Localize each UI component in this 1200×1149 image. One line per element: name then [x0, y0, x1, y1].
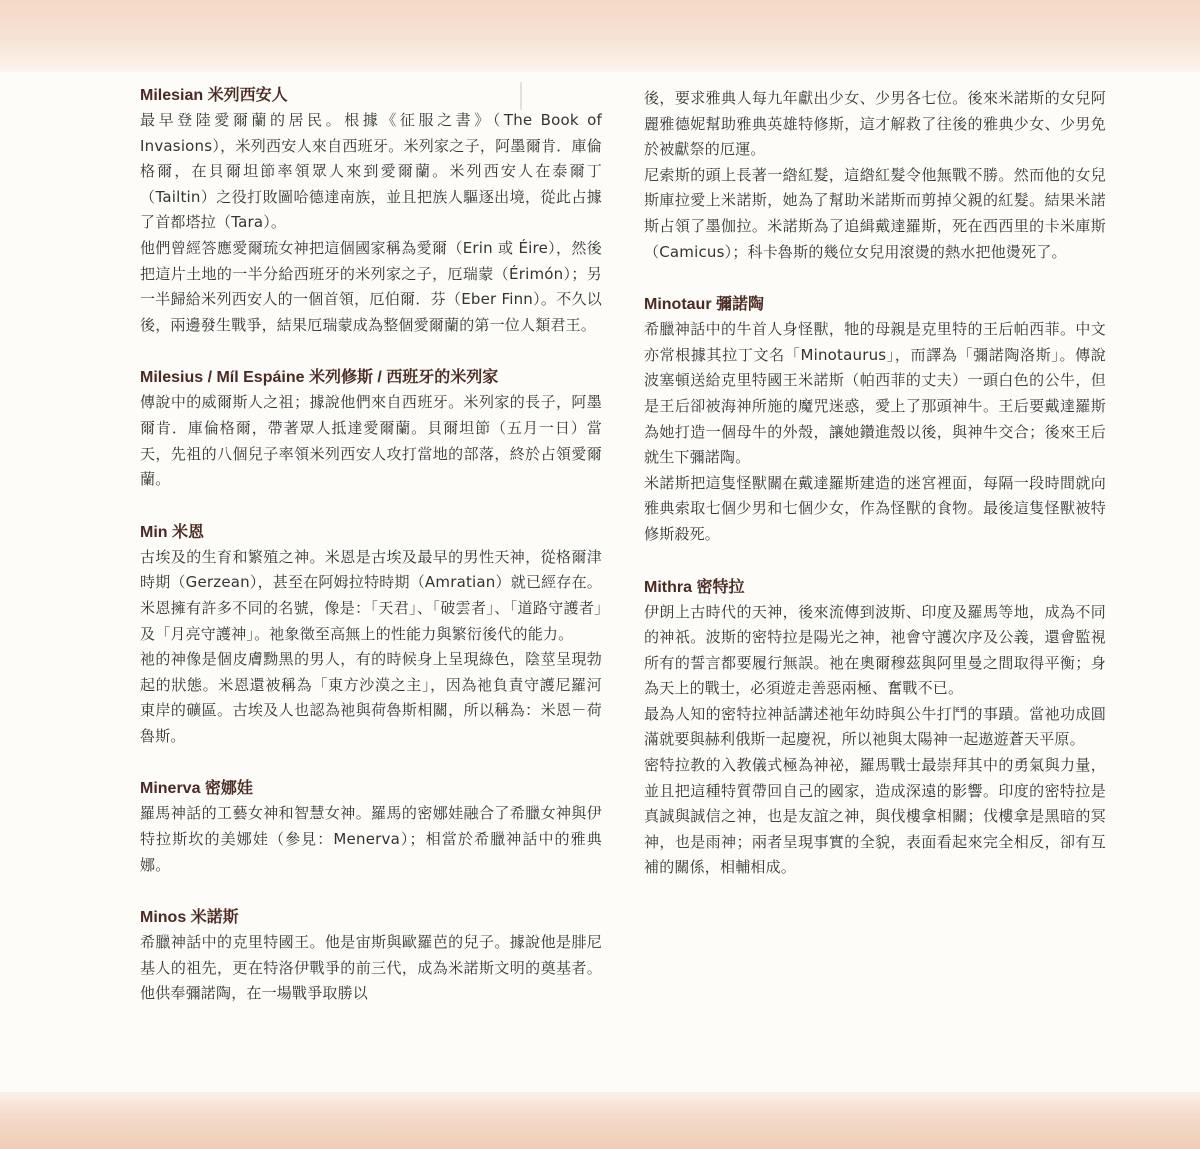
entry-paragraph: 祂的神像是個皮膚黝黑的男人，有的時候身上呈現綠色，陰莖呈現勃起的狀態。米恩還被稱為「東方沙漠之主」，因為祂負責守護尼羅河東岸的礦區。古埃及人也認為祂與荷魯斯相關，所以稱為：米恩－荷魯斯。 — [140, 650, 602, 745]
entry-minerva — [140, 779, 602, 878]
entry-paragraph: 密特拉教的入教儀式極為神祕，羅馬戰士最崇拜其中的勇氣與力量，並且把這種特質帶回自己的國家，造成深遠的影響。印度的密特拉是真誠與誠信之神，也是友誼之神，與伐樓拿相關；伐樓拿是黑暗的冥神，也是雨神；兩者呈現事實的全貌，表面看起來完全相反，卻有互補的關係，相輔相成。 — [644, 756, 1106, 877]
entry-min — [140, 523, 602, 750]
entry-heading: Milesius / Míl Espáine 米列修斯 / 西班牙的米列家 — [140, 369, 499, 387]
entry-paragraph: 伊朗上古時代的天神，後來流傳到波斯、印度及羅馬等地，成為不同的神祇。波斯的密特拉是陽光之神，祂會守護次序及公義，還會監視所有的誓言都要履行無誤。祂在奧爾穆茲與阿里曼之間取得平衡；身為天上的戰士，必須遊走善惡兩極、奮戰不已。 — [644, 602, 1106, 698]
entry-minos — [140, 908, 602, 1007]
entry-paragraph: 古埃及的生育和繁殖之神。米恩是古埃及最早的男性天神，從格爾津時期（Gerzean），甚至在阿姆拉特時期（Amratian）就已經存在。米恩擁有許多不同的名號，像是：「天君」、「破雲者」、「道路守護者」及「月亮守護神」。祂象徵至高無上的性能力與繁衍後代的能力。 — [140, 547, 602, 643]
entry-heading: Minerva 密娜娃 — [140, 780, 253, 798]
entry-paragraph: 希臘神話中的牛首人身怪獸，牠的母親是克里特的王后帕西菲。中文亦常根據其拉丁文名「Minotaurus」，而譯為「彌諾陶洛斯」。傳說波塞頓送給克里特國王米諾斯（帕西菲的丈夫）一頭白色的公牛，但是王后卻被海神所施的魔咒迷惑，愛上了那頭神牛。王后要戴達羅斯為她打造一個母牛的外殼，讓她鑽進殼以後，與神牛交合；後來王后就生下彌諾陶。 — [644, 320, 1106, 467]
entry-minos-continued — [644, 86, 1106, 265]
entry-paragraph: 希臘神話中的克里特國王。他是宙斯與歐羅芭的兒子。據說他是腓尼基人的祖先，更在特洛伊戰爭的前三代，成為米諾斯文明的奠基者。他供奉彌諾陶，在一場戰爭取勝以 — [140, 933, 602, 1003]
entry-mithra — [644, 578, 1106, 882]
entry-heading: Milesian 米列西安人 — [140, 87, 288, 104]
entry-paragraph: 最為人知的密特拉神話講述祂年幼時與公牛打鬥的事蹟。當祂功成圓滿就要與赫利俄斯一起慶祝，所以祂與太陽神一起遨遊蒼天平原。 — [644, 704, 1106, 749]
entry-paragraph: 傳說中的威爾斯人之祖；據說他們來自西班牙。米列家的長子，阿墨爾肯．庫倫格爾，帶著眾人抵達愛爾蘭。貝爾坦節（五月一日）當天，先祖的八個兒子率領米列西安人攻打當地的部落，終於占領愛爾蘭。 — [140, 393, 602, 489]
page-top-border — [0, 0, 1200, 72]
left-column — [140, 86, 602, 1037]
entry-milesian — [140, 86, 602, 338]
entry-heading: Minotaur 彌諾陶 — [644, 296, 764, 314]
entry-heading: Minos 米諾斯 — [140, 909, 239, 927]
entry-milesius — [140, 368, 602, 492]
entry-paragraph: 米諾斯把這隻怪獸關在戴達羅斯建造的迷宮裡面，每隔一段時間就向雅典索取七個少男和七個少女，作為怪獸的食物。最後這隻怪獸被特修斯殺死。 — [644, 473, 1106, 543]
entry-heading: Mithra 密特拉 — [644, 578, 745, 596]
entry-paragraph: 羅馬神話的工藝女神和智慧女神。羅馬的密娜娃融合了希臘女神與伊特拉斯坎的美娜娃（參見：Menerva）；相當於希臘神話中的雅典娜。 — [140, 804, 602, 874]
entry-heading: Min 米恩 — [140, 523, 204, 541]
right-column — [644, 86, 1106, 911]
entry-minotaur — [644, 295, 1106, 547]
entry-paragraph: 尼索斯的頭上長著一綹紅髮，這綹紅髮令他無戰不勝。然而他的女兒斯庫拉愛上米諾斯，她為了幫助米諾斯而剪掉父親的紅髮。結果米諾斯占領了墨伽拉。米諾斯為了追緝戴達羅斯，死在西西里的卡米庫斯（Camicus）；科卡魯斯的幾位女兒用滾燙的熱水把他燙死了。 — [644, 165, 1106, 261]
page-bottom-border — [0, 1092, 1200, 1149]
entry-paragraph: 他們曾經答應愛爾琉女神把這個國家稱為愛爾（Erin 或 Éire），然後把這片土地的一半分給西班牙的米列家之子，厄瑞蒙（Érimón）；另一半歸給米列西安人的一個首領，厄伯爾．芬（Eber Finn）。不久以後，兩邊發生戰爭，結果厄瑞蒙成為整個愛爾蘭的第一位人類君王。 — [140, 238, 602, 334]
entry-paragraph: 後，要求雅典人每九年獻出少女、少男各七位。後來米諾斯的女兒阿麗雅德妮幫助雅典英雄特修斯，這才解救了往後的雅典少女、少男免於被獻祭的厄運。 — [644, 89, 1106, 159]
entry-paragraph: 最早登陸愛爾蘭的居民。根據《征服之書》（The Book of Invasions），米列西安人來自西班牙。米列家之子，阿墨爾肯．庫倫格爾，在貝爾坦節率領眾人來到愛爾蘭。米列西安人在泰爾丁（Tailtin）之役打敗圖哈德達南族，並且把族人驅逐出境，從此占據了首都塔拉（Tara）。 — [140, 111, 602, 232]
